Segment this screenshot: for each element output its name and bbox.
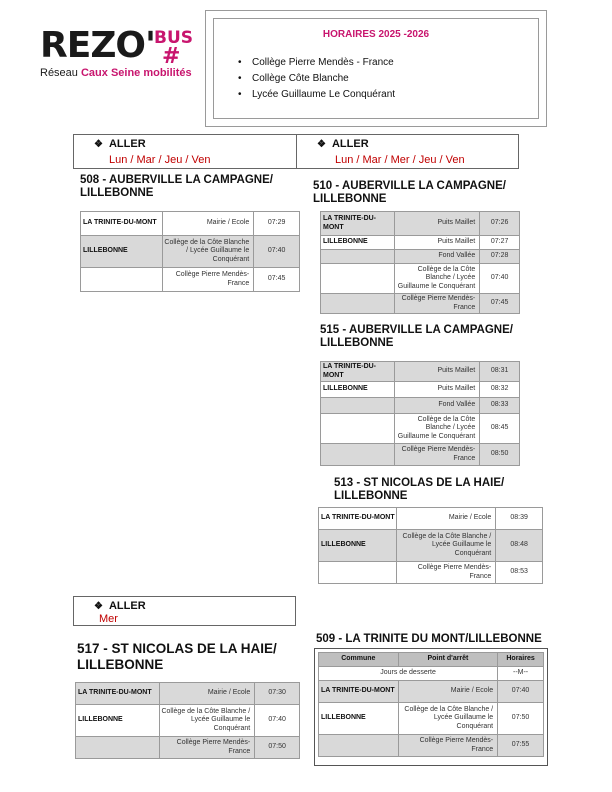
table-row [81, 268, 300, 292]
school-item: • Collège Côte Blanche [238, 71, 395, 87]
aller-days: Lun / Mar / Mer / Jeu / Ven [335, 154, 465, 166]
table-row [319, 562, 543, 584]
stop-cell: Collège de la Côte Blanche / Lycée Guillaume le Conquérant [398, 703, 497, 735]
time-cell: 08:33 [480, 398, 520, 414]
stop-cell: Collège de la Côte Blanche / Lycée Guillaume le Conquérant [159, 705, 255, 737]
aller-heading [94, 600, 146, 612]
aller-label: ALLER [108, 600, 146, 612]
table-row [76, 737, 300, 759]
stop-cell: Collège Pierre Mendès-France [394, 294, 480, 314]
table-row [81, 212, 300, 236]
table-row [321, 212, 520, 236]
route-515-title [320, 324, 513, 350]
time-cell: 07:27 [480, 236, 520, 250]
table-row [319, 530, 543, 562]
table-row [321, 264, 520, 294]
commune-cell [321, 398, 395, 414]
jours-row [319, 667, 544, 681]
aller-bar-weekdays [73, 134, 519, 169]
commune-cell: LA TRINITE-DU-MONT [321, 362, 395, 382]
commune-cell: LILLEBONNE [76, 705, 160, 737]
route-517-title [77, 641, 277, 672]
commune-cell [319, 735, 399, 757]
stop-cell: Fond Vallée [394, 398, 480, 414]
aller-cell-right [297, 135, 520, 168]
stop-cell: Puits Maillet [394, 236, 480, 250]
aller-days: Lun / Mar / Jeu / Ven [109, 154, 211, 166]
time-cell: 08:32 [480, 382, 520, 398]
stop-cell: Collège de la Côte Blanche / Lycée Guillaume le Conquérant [394, 264, 480, 294]
route-title-line: LILLEBONNE [320, 337, 394, 350]
header-box [205, 10, 547, 127]
table-row [81, 236, 300, 268]
commune-cell [321, 414, 395, 444]
stop-cell: Mairie / Ecole [159, 683, 255, 705]
route-517-table [75, 682, 300, 759]
header-inner-frame [213, 18, 539, 119]
stop-cell: Mairie / Ecole [162, 212, 254, 236]
jours-value-cell: --M-- [498, 667, 544, 681]
jours-label-cell: Jours de desserte [319, 667, 498, 681]
stop-cell: Mairie / Ecole [398, 681, 497, 703]
time-cell: 07:26 [480, 212, 520, 236]
commune-cell [321, 444, 395, 466]
route-title-line: 517 - ST NICOLAS DE LA HAIE/ [77, 641, 277, 656]
route-title-line: 510 - AUBERVILLE LA CAMPAGNE/ [313, 180, 506, 192]
stop-cell: Collège de la Côte Blanche / Lycée Guillaume le Conquérant [394, 414, 480, 444]
time-cell: 07:40 [255, 705, 300, 737]
time-cell: 08:45 [480, 414, 520, 444]
time-cell: 08:39 [496, 508, 543, 530]
stop-cell: Mairie / Ecole [396, 508, 496, 530]
route-509-title [316, 633, 542, 646]
schedule-title: HORAIRES 2025 -2026 [322, 29, 430, 40]
table-row [321, 444, 520, 466]
time-cell: 07:30 [255, 683, 300, 705]
time-cell: 07:40 [498, 681, 544, 703]
logo-bus: BUS [154, 28, 194, 48]
table-row [76, 705, 300, 737]
table-row [321, 414, 520, 444]
aller-heading [94, 138, 146, 150]
time-cell: 07:50 [498, 703, 544, 735]
route-title-line: 513 - ST NICOLAS DE LA HAIE/ [334, 477, 505, 489]
stop-cell: Collège Pierre Mendès-France [159, 737, 255, 759]
school-item: • Lycée Guillaume Le Conquérant [238, 87, 395, 103]
table-row [319, 508, 543, 530]
aller-days: Mer [99, 613, 118, 625]
diamond-bullet-icon: ❖ [94, 139, 103, 150]
time-cell: 08:48 [496, 530, 543, 562]
table-header-row [319, 653, 544, 667]
commune-cell: LA TRINITE-DU-MONT [319, 681, 399, 703]
route-508-table [80, 211, 300, 292]
aller-label: ALLER [331, 138, 369, 150]
commune-cell [81, 268, 163, 292]
route-title-line: LILLEBONNE [334, 490, 408, 503]
commune-cell [321, 250, 395, 264]
header-cell: Commune [319, 653, 399, 667]
time-cell: 07:40 [480, 264, 520, 294]
time-cell: 07:55 [498, 735, 544, 757]
rezo-bus-logo [40, 26, 200, 86]
logo-wordmark: REZO' [40, 25, 156, 66]
time-cell: 08:53 [496, 562, 543, 584]
route-510-title [313, 180, 506, 206]
stop-cell: Puits Maillet [394, 362, 480, 382]
route-title-line: 509 - LA TRINITE DU MONT/LILLEBONNE [316, 633, 542, 645]
time-cell: 07:29 [254, 212, 300, 236]
commune-cell: LILLEBONNE [319, 703, 399, 735]
aller-heading [317, 138, 369, 150]
commune-cell: LILLEBONNE [319, 530, 397, 562]
commune-cell [321, 264, 395, 294]
aller-bar-wednesday [73, 596, 296, 626]
logo-hash: # [162, 44, 181, 69]
route-508-title [80, 174, 273, 200]
table-row [321, 382, 520, 398]
school-list [238, 55, 395, 103]
table-row [319, 735, 544, 757]
commune-cell: LA TRINITE-DU-MONT [319, 508, 397, 530]
table-row [319, 681, 544, 703]
commune-cell: LILLEBONNE [321, 382, 395, 398]
stop-cell: Collège de la Côte Blanche / Lycée Guillaume le Conquérant [162, 236, 254, 268]
route-513-title [334, 477, 504, 503]
route-title-line: LILLEBONNE [80, 187, 154, 200]
commune-cell: LA TRINITE-DU-MONT [81, 212, 163, 236]
logo-tagline-prefix: Réseau [40, 67, 81, 79]
time-cell: 08:50 [480, 444, 520, 466]
diamond-bullet-icon: ❖ [317, 139, 326, 150]
stop-cell: Fond Vallée [394, 250, 480, 264]
stop-cell: Puits Maillet [394, 212, 480, 236]
stop-cell: Collège Pierre Mendès-France [162, 268, 254, 292]
time-cell: 07:45 [480, 294, 520, 314]
time-cell: 07:40 [254, 236, 300, 268]
aller-cell-left [74, 135, 297, 168]
stop-cell: Collège Pierre Mendès-France [396, 562, 496, 584]
header-cell: Horaires [498, 653, 544, 667]
time-cell: 07:50 [255, 737, 300, 759]
route-title-line: LILLEBONNE [77, 656, 164, 672]
header-cell: Point d'arrêt [398, 653, 497, 667]
logo-tagline [40, 67, 192, 79]
logo-tagline-brand: Caux Seine mobilités [80, 67, 192, 79]
stop-cell: Puits Maillet [394, 382, 480, 398]
time-cell: 08:31 [480, 362, 520, 382]
time-cell: 07:28 [480, 250, 520, 264]
stop-cell: Collège de la Côte Blanche / Lycée Guillaume le Conquérant [396, 530, 496, 562]
diamond-bullet-icon: ❖ [94, 601, 103, 612]
commune-cell [321, 294, 395, 314]
aller-label: ALLER [108, 138, 146, 150]
route-title-line: 515 - AUBERVILLE LA CAMPAGNE/ [320, 324, 513, 336]
route-title-line: LILLEBONNE [313, 193, 387, 206]
stop-cell: Collège Pierre Mendès-France [398, 735, 497, 757]
route-515-table [320, 361, 520, 466]
table-row [321, 294, 520, 314]
commune-cell: LILLEBONNE [321, 236, 395, 250]
table-row [321, 362, 520, 382]
table-row [76, 683, 300, 705]
route-509-table [318, 652, 544, 757]
commune-cell: LA TRINITE-DU-MONT [321, 212, 395, 236]
table-row [321, 398, 520, 414]
commune-cell: LILLEBONNE [81, 236, 163, 268]
route-513-table [318, 507, 543, 584]
commune-cell [76, 737, 160, 759]
commune-cell [319, 562, 397, 584]
stop-cell: Collège Pierre Mendès-France [394, 444, 480, 466]
route-510-table [320, 211, 520, 314]
table-row [319, 703, 544, 735]
school-item: • Collège Pierre Mendès - France [238, 55, 395, 71]
table-row [321, 236, 520, 250]
table-row [321, 250, 520, 264]
commune-cell: LA TRINITE-DU-MONT [76, 683, 160, 705]
route-title-line: 508 - AUBERVILLE LA CAMPAGNE/ [80, 174, 273, 186]
time-cell: 07:45 [254, 268, 300, 292]
